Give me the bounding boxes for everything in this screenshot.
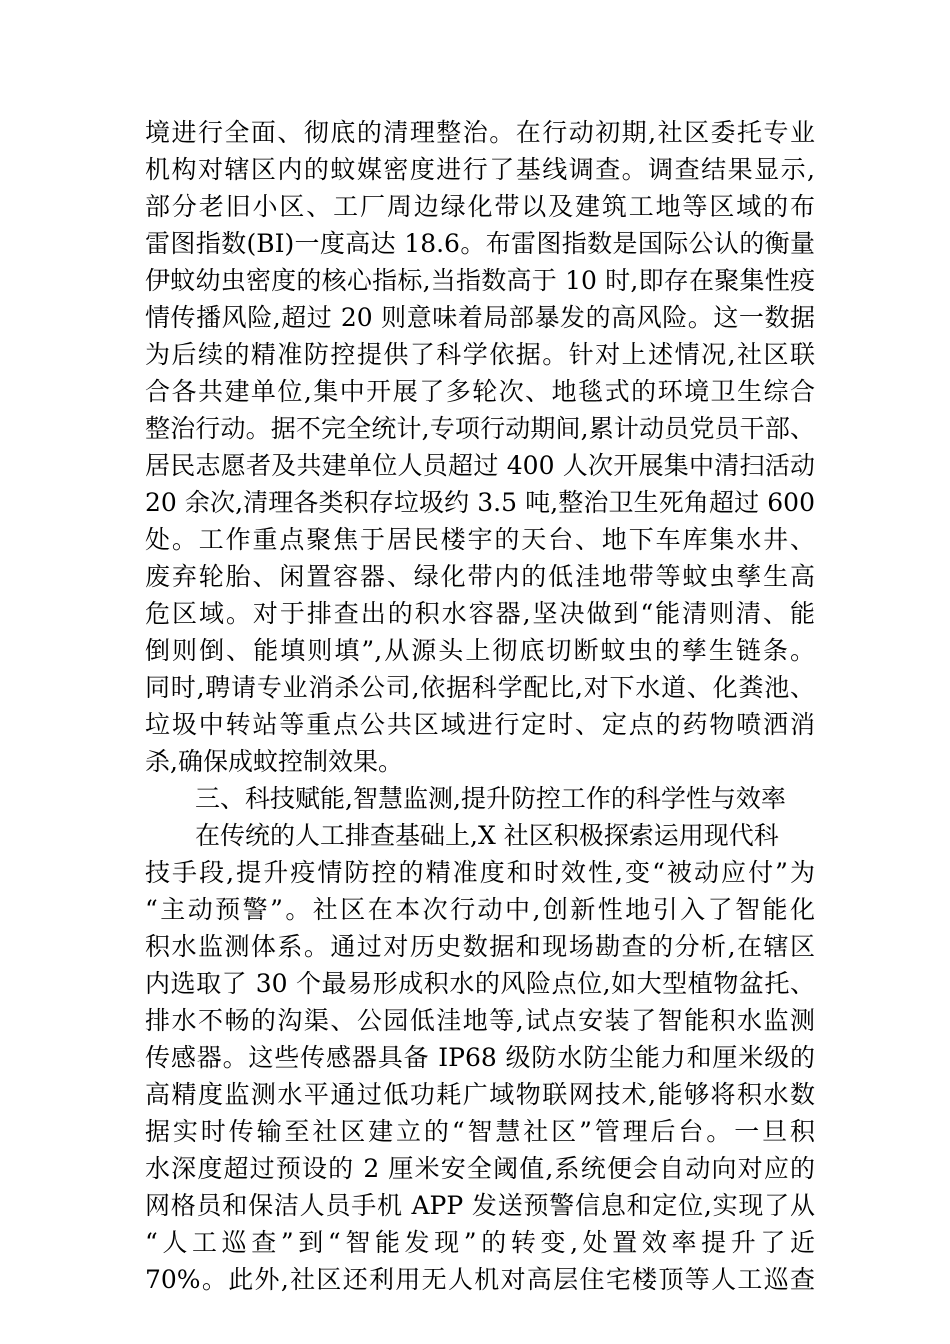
text-line: 合各共建单位,集中开展了多轮次、地毯式的环境卫生综合 bbox=[145, 377, 815, 406]
text-line: 整治行动。据不完全统计,专项行动期间,累计动员党员干部、 bbox=[145, 414, 815, 443]
text-line: 技手段,提升疫情防控的精准度和时效性,变“被动应付”为 bbox=[145, 858, 815, 887]
text-line: 倒则倒、能填则填”,从源头上彻底切断蚊虫的孳生链条。 bbox=[145, 636, 815, 665]
text-line: 境进行全面、彻底的清理整治。在行动初期,社区委托专业 bbox=[145, 118, 815, 147]
text-line: 高精度监测水平通过低功耗广域物联网技术,能够将积水数 bbox=[145, 1080, 815, 1109]
text-line: 处。工作重点聚焦于居民楼宇的天台、地下车库集水井、 bbox=[145, 525, 815, 554]
text-line: 废弃轮胎、闲置容器、绿化带内的低洼地带等蚊虫孳生高 bbox=[145, 562, 815, 591]
text-line: 情传播风险,超过 20 则意味着局部暴发的高风险。这一数据 bbox=[145, 303, 815, 332]
text-line: 雷图指数(BI)一度高达 18.6。布雷图指数是国际公认的衡量 bbox=[145, 229, 815, 258]
text-line: 同时,聘请专业消杀公司,依据科学配比,对下水道、化粪池、 bbox=[145, 673, 815, 702]
text-line: 居民志愿者及共建单位人员超过 400 人次开展集中清扫活动 bbox=[145, 451, 815, 480]
text-line: 传感器。这些传感器具备 IP68 级防水防尘能力和厘米级的 bbox=[145, 1043, 815, 1072]
body-text-column bbox=[145, 114, 815, 1298]
text-line: 排水不畅的沟渠、公园低洼地等,试点安装了智能积水监测 bbox=[145, 1006, 815, 1035]
text-line: 水深度超过预设的 2 厘米安全阈值,系统便会自动向对应的 bbox=[145, 1154, 815, 1183]
text-line: 伊蚊幼虫密度的核心指标,当指数高于 10 时,即存在聚集性疫 bbox=[145, 266, 815, 295]
text-line: 70%。此外,社区还利用无人机对高层住宅楼顶等人工巡查 bbox=[145, 1265, 815, 1294]
text-line: 垃圾中转站等重点公共区域进行定时、定点的药物喷洒消 bbox=[145, 710, 815, 739]
text-line: 部分老旧小区、工厂周边绿化带以及建筑工地等区域的布 bbox=[145, 192, 815, 221]
paragraph-smart-monitoring bbox=[145, 817, 815, 1298]
text-line: 积水监测体系。通过对历史数据和现场勘查的分析,在辖区 bbox=[145, 932, 815, 961]
text-line: 机构对辖区内的蚊媒密度进行了基线调查。调查结果显示, bbox=[145, 155, 815, 184]
text-line: 据实时传输至社区建立的“智慧社区”管理后台。一旦积 bbox=[145, 1117, 815, 1146]
paragraph-environment-cleanup bbox=[145, 114, 815, 780]
text-line: 杀,确保成蚊控制效果。 bbox=[145, 747, 403, 776]
text-line: 20 余次,清理各类积存垃圾约 3.5 吨,整治卫生死角超过 600 bbox=[145, 488, 815, 517]
text-line: 为后续的精准防控提供了科学依据。针对上述情况,社区联 bbox=[145, 340, 815, 369]
text-line: “人工巡查”到“智能发现”的转变,处置效率提升了近 bbox=[145, 1228, 815, 1257]
section-heading-3: 三、科技赋能,智慧监测,提升防控工作的科学性与效率 bbox=[195, 784, 786, 813]
text-line: “主动预警”。社区在本次行动中,创新性地引入了智能化 bbox=[145, 895, 815, 924]
text-line: 在传统的人工排查基础上,X 社区积极探索运用现代科 bbox=[195, 821, 779, 850]
text-line: 网格员和保洁人员手机 APP 发送预警信息和定位,实现了从 bbox=[145, 1191, 815, 1220]
text-line: 内选取了 30 个最易形成积水的风险点位,如大型植物盆托、 bbox=[145, 969, 815, 998]
text-line: 危区域。对于排查出的积水容器,坚决做到“能清则清、能 bbox=[145, 599, 815, 628]
